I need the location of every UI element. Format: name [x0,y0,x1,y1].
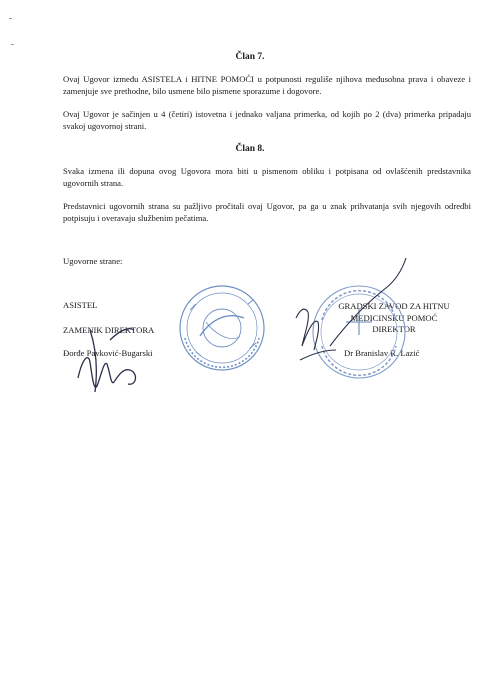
article-heading: Član 7. [235,52,265,62]
left-party-title: ZAMENIK DIREKTORA [63,325,155,335]
left-party-name: Đorđe Pavković-Bugarski [63,348,153,358]
signature-left [78,329,135,392]
right-party-organization-line1: GRADSKI ZAVOD ZA HITNU [338,301,450,311]
left-party-organization: ASISTEL [63,300,98,310]
article-paragraph: Predstavnici ugovornih strana su pažljivo pročitali ovaj Ugovor, pa ga u znak prihvatanja svih njegovih odredbi potpisuju i overavaju službenim pečatima. [63,201,471,224]
article-heading: Član 8. [235,144,265,154]
right-party-title: DIREKTOR [372,324,416,334]
stamp-left [180,286,264,370]
article-paragraph: Ovaj Ugovor je sačinjen u 4 (četiri) istovetna i jednako valjana primerka, od kojih po 2 (dva) primerka pripadaju svakoj ugovornoj strani. [63,109,471,132]
parties-label: Ugovorne strane: [63,256,123,266]
article-paragraph: Ovaj Ugovor između ASISTELA i HITNE POMOĆI u potpunosti reguliše njihova međusobna prava i obaveze i zamenjuje sve prethodne, bilo usmene bilo pismene sporazume i dogovore. [63,74,471,97]
stamp-right [313,286,405,378]
article-paragraph: Svaka izmena ili dopuna ovog Ugovora mora biti u pismenom obliku i potpisana od ovlašćenih predstavnika ugovornih strana. [63,166,471,189]
right-party-organization-line2: MEDICINSKU POMOĆ [350,312,438,323]
right-party-name: Dr Branislav R. Lazić [344,348,420,358]
